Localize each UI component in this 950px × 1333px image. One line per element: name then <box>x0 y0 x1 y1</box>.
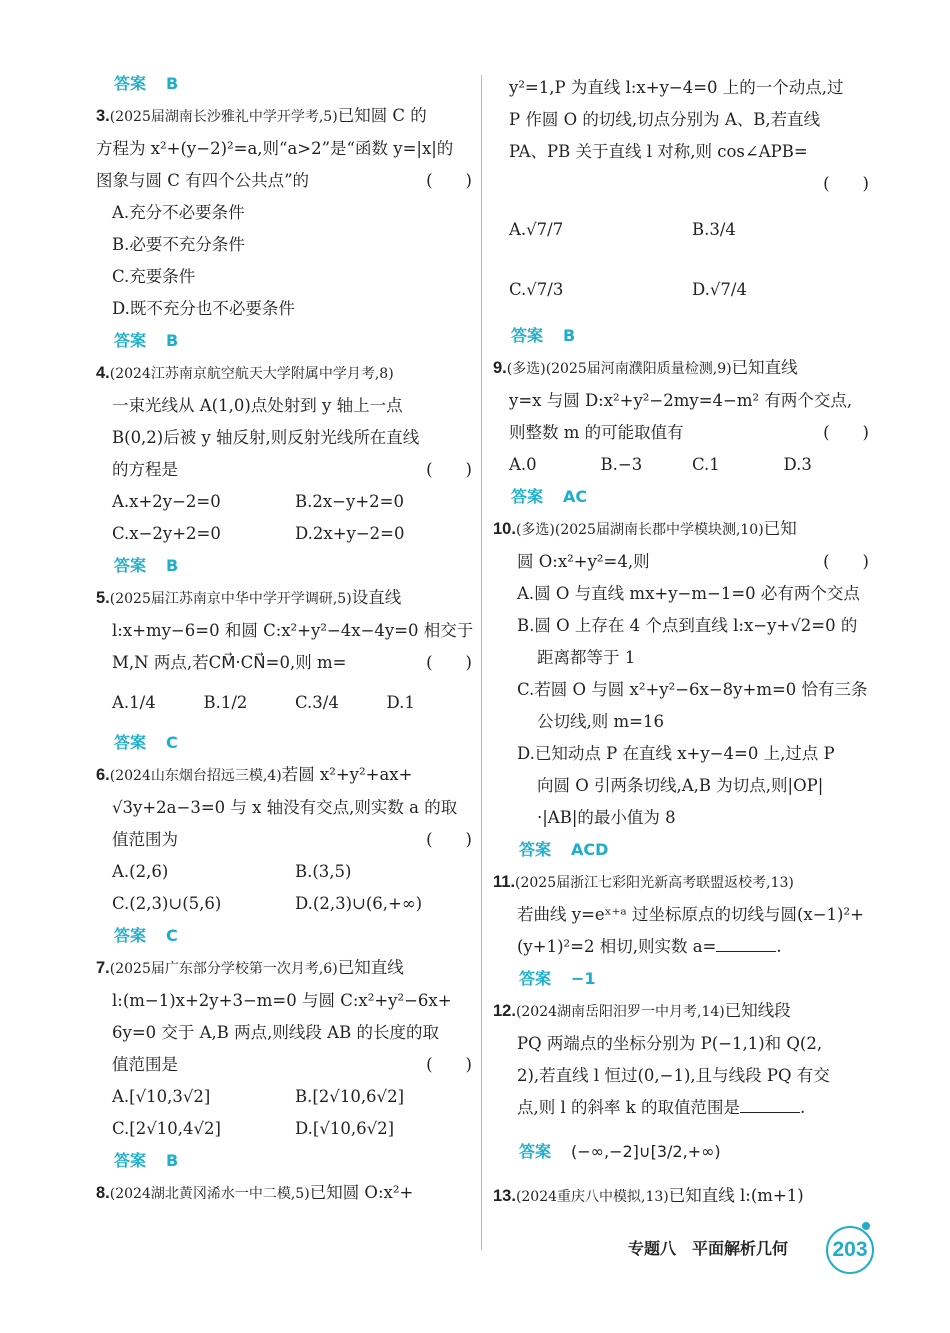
left-column <box>96 68 478 1210</box>
section-footer: 专题八 平面解析几何 <box>628 1239 789 1258</box>
question-3: 3.(2025届湖南长沙雅礼中学开学考,5)已知圆 C 的 方程为 x²+(y−2)²=a,则“a>2”是“函数 y=|x|的 图象与圆 C 有四个公共点”的 ( ) A.充分不必要条件 B.必要不充分条件 C.充要条件 D.既不充分也不必要条件 答案 B <box>96 106 472 350</box>
page-number: 203 <box>826 1226 874 1274</box>
question-11: 11.(2025届浙江七彩阳光新高考联盟返校考,13) 若曲线 y=eˣ⁺ᵃ 过坐标原点的切线与圆(x−1)²+ (y+1)²=2 相切,则实数 a= . 答案 −1 <box>493 873 864 988</box>
question-9: 9.(多选)(2025届河南濮阳质量检测,9)已知直线 y=x 与圆 D:x²+y²−2my=4−m² 有两个交点, 则整数 m 的可能取值有 ( ) A.0 B.−3 C.1 D.3 答案 AC <box>493 358 869 506</box>
question-12: 12.(2024湖南岳阳汨罗一中月考,14)已知线段 PQ 两端点的坐标分别为 P(−1,1)和 Q(2, 2),若直线 l 恒过(0,−1),且与线段 PQ 有交 点,则 l 的斜率 k 的取值范围是 . 答案 (−∞,−2]∪[3/2,+∞) <box>493 1001 830 1161</box>
question-10: 10.(多选)(2025届湖南长郡中学模块测,10)已知 圆 O:x²+y²=4,则 ( ) A.圆 O 与直线 mx+y−m−1=0 必有两个交点 B.圆 O 上存在 4 个点到直线 l:x−y+√2=0 的 距离都等于 1 C.若圆 O 与圆 x²+y²−6x−8y+m=0 恰有三条 公切线,则 m=16 D.已知动点 P 在直线 x+y−4=0 上,过点 P 向圆 O 引两条切线,A,B 为切点,则|OP| ·|AB|的最小值为 8 答案 ACD <box>493 519 869 859</box>
question-4: 4.(2024江苏南京航空航天大学附属中学月考,8) 一束光线从 A(1,0)点处射到 y 轴上一点 B(0,2)后被 y 轴反射,则反射光线所在直线 的方程是 ( ) A.x+2y−2=0 B.2x−y+2=0 C.x−2y+2=0 D.2x+y−2=0 答案 B <box>96 364 472 575</box>
page-dot-decoration <box>862 1222 870 1230</box>
question-5: 5.(2025届江苏南京中华中学开学调研,5)设直线 l:x+my−6=0 和圆 C:x²+y²−4x−4y=0 相交于 M,N 两点,若CM⃗·CN⃗=0,则 m= ( ) A.1/4 B.1/2 C.3/4 D.1 答案 C <box>96 588 474 752</box>
answer-blank <box>740 1094 800 1113</box>
right-column <box>493 72 875 1213</box>
column-divider <box>481 75 482 1250</box>
question-7: 7.(2025届广东部分学校第一次月考,6)已知直线 l:(m−1)x+2y+3−m=0 与圆 C:x²+y²−6x+ 6y=0 交于 A,B 两点,则线段 AB 的长度的取 值范围是 ( ) A.[√10,3√2] B.[2√10,6√2] C.[2√10,4√2] D.[√10,6√2] 答案 B <box>96 958 472 1170</box>
answer-blank <box>716 933 776 952</box>
answer-line: 答案 B <box>114 74 179 93</box>
question-6: 6.(2024山东烟台招远三模,4)若圆 x²+y²+ax+ √3y+2a−3=0 与 x 轴没有交点,则实数 a 的取 值范围为 ( ) A.(2,6) B.(3,5) C.(2,3)∪(5,6) D.(2,3)∪(6,+∞) 答案 C <box>96 765 472 945</box>
question-8-continued: y²=1,P 为直线 l:x+y−4=0 上的一个动点,过 P 作圆 O 的切线,切点分别为 A、B,若直线 PA、PB 关于直线 l 对称,则 cos∠APB= ( ) A.√7/7 B.3/4 C.√7/3 D.√7/4 答案 B <box>509 78 869 345</box>
question-13: 13.(2024重庆八中模拟,13)已知直线 l:(m+1) <box>493 1186 804 1205</box>
question-8: 8.(2024湖北黄冈浠水一中二模,5)已知圆 O:x²+ <box>96 1183 414 1202</box>
